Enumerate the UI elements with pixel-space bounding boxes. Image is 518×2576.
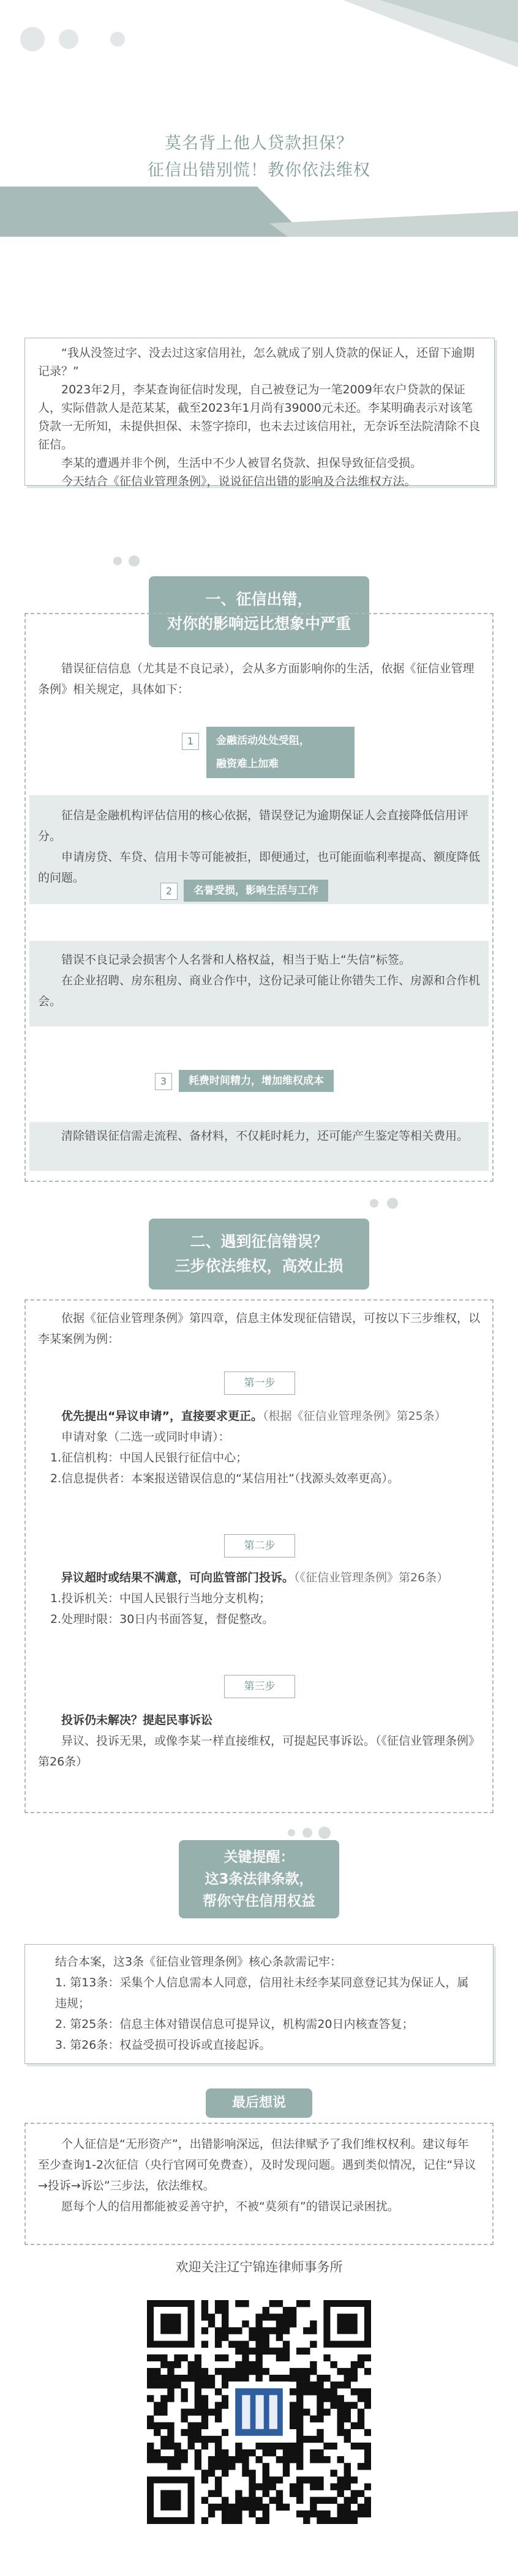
intro-case: 2023年2月，李某查询征信时发现，自己被登记为一笔2009年农户贷款的保证人，实际借款人是范某某，截至2023年1月尚有39000元未还。李某明确表示对该笔贷款一无所知，未提供担保、未签字捺印，也未去过该信用社，无奈诉至法院清除不良征信。 [38, 383, 481, 451]
step1-body [38, 1406, 480, 1489]
item3-text [38, 1126, 480, 1146]
step2-heading-ref: （《征信业管理条例》第26条） [294, 1571, 449, 1584]
step1-heading-ref: （根据《征信业管理条例》第25条） [262, 1409, 446, 1423]
item1-para2: 申请房贷、车贷、信用卡等可能被拒，即便通过，也可能面临利率提高、额度降低的问题。 [38, 850, 481, 885]
step2-heading-main: 异议超时或结果不满意，可向监管部门投诉。 [61, 1571, 295, 1584]
section3-banner-line3: 帮你守住信用权益 [203, 1893, 315, 1909]
item3-para1: 清除错误征信需走流程、备材料，不仅耗时耗力，还可能产生鉴定等相关费用。 [61, 1129, 469, 1143]
item1-number: 1 [182, 733, 199, 750]
section2-banner-line2: 三步依法维权，高效止损 [175, 1257, 343, 1275]
section1-banner-line1: 一、征信出错， [205, 590, 313, 608]
step2-option2: 2.处理时限：30日内书面答复，督促整改。 [50, 1613, 274, 1626]
decor-dot [113, 557, 122, 565]
section2-lead: 依据《征信业管理条例》第四章，信息主体发现征信错误，可按以下三步维权，以李某案例为例： [38, 1312, 481, 1346]
intro-purpose: 今天结合《征信业管理条例》，说说征信出错的影响及合法维权方法。 [61, 475, 416, 488]
step2-option1: 1.投诉机关：中国人民银行当地分支机构； [50, 1592, 271, 1605]
section3-clause2: 2. 第25条：信息主体对错误信息可提异议，机构需20日内核查答复； [55, 2017, 414, 2031]
step1-heading [38, 1406, 480, 1427]
section4-para2: 愿每个人的信用都能被妥善守护，不被“莫须有”的错误记录困扰。 [61, 2200, 399, 2213]
decor-dot [370, 1199, 378, 1208]
item1-heading-line2: 融资难上加难 [216, 758, 279, 770]
step1-option1: 1.征信机构：中国人民银行征信中心； [50, 1451, 248, 1464]
decor-dot [20, 27, 45, 51]
step3-para: 异议、投诉无果，或像李某一样直接维权，可提起民事诉讼。（《征信业管理条例》第26条） [38, 1734, 481, 1769]
step3-label: 第三步 [224, 1675, 295, 1698]
page-title-line2: 征信出错别慌！教你依法维权 [148, 161, 370, 180]
item2-para2: 在企业招聘、房东租房、商业合作中，这份记录可能让你错失工作、房源和合作机会。 [38, 974, 481, 1008]
intro-note: 李某的遭遇并非个例，生活中不少人被冒名贷款、担保导致征信受损。 [61, 456, 422, 470]
item1-heading [206, 727, 355, 778]
section3-text [38, 1951, 480, 2055]
item2-para1: 错误不良记录会损害个人名誉和人格权益，相当于贴上“失信”标签。 [61, 953, 411, 967]
decor-dot [302, 1828, 312, 1838]
decor-dot [129, 555, 140, 566]
intro-quote: “我从没签过字、没去过这家信用社，怎么就成了别人贷款的保证人，还留下逾期记录？” [38, 346, 475, 378]
decor-dot [288, 1829, 295, 1836]
section3-banner [179, 1840, 339, 1918]
section1-banner-line2: 对你的影响远比想象中严重 [167, 615, 351, 633]
decor-dot [318, 1827, 331, 1839]
step1-label: 第一步 [224, 1372, 295, 1395]
item3-number: 3 [155, 1073, 172, 1090]
section4-text [38, 2134, 480, 2217]
section2-banner-line1: 二、遇到征信错误？ [190, 1233, 328, 1250]
section3-banner-line1: 关键提醒： [223, 1849, 295, 1865]
item2-heading: 名誉受损，影响生活与工作 [184, 880, 328, 902]
step2-label: 第二步 [224, 1534, 295, 1557]
item1-heading-line1: 金融活动处处受阻， [216, 735, 310, 747]
step3-heading: 投诉仍未解决？提起民事诉讼 [61, 1713, 213, 1727]
section4-banner: 最后想说 [206, 2088, 312, 2118]
decor-dot [110, 32, 125, 46]
follow-text: 欢迎关注辽宁锦连律师事务所 [175, 2260, 343, 2274]
section3-banner-line2: 这3条法律条款， [205, 1871, 313, 1887]
section1-lead: 错误征信信息（尤其是不良记录），会从多方面影响你的生活，依据《征信业管理条例》相关规定，具体如下： [38, 662, 475, 696]
section3-clause3: 3. 第26条：权益受损可投诉或直接起诉。 [55, 2038, 271, 2052]
item3-heading: 耗费时间精力，增加维权成本 [179, 1070, 334, 1092]
step2-body [38, 1567, 480, 1630]
section3-lead: 结合本案，这3条《征信业管理条例》核心条款需记牢： [55, 1955, 342, 1969]
header-corner-decoration [343, 0, 518, 67]
item2-number: 2 [160, 883, 178, 900]
title-wave-decoration [0, 174, 518, 248]
intro-text [38, 344, 480, 491]
decor-dot [59, 29, 78, 49]
item1-para1: 征信是金融机构评估信用的核心依据，错误登记为逾期保证人会直接降低信用评分。 [38, 809, 469, 843]
section4-para1: 个人征信是“无形资产”，出错影响深远，但法律赋予了我们维权权利。建议每年至少查询1-2次征信（央行官网可免费查），及时发现问题。遇到类似情况，记住“异议→投诉→诉讼”三步法，依法维权。 [38, 2137, 476, 2192]
step1-option2: 2.信息提供者：本案报送错误信息的“某信用社”（找源头效率更高）。 [50, 1472, 399, 1485]
step2-heading [38, 1567, 480, 1588]
item2-text [38, 949, 480, 1012]
decor-dot [387, 1198, 398, 1209]
step3-body [38, 1710, 480, 1772]
item1-text [38, 805, 480, 888]
section3-clause1: 1. 第13条：采集个人信息需本人同意，信用社未经李某同意登记其为保证人，属违规； [55, 1976, 469, 2010]
step1-sub: 申请对象（二选一或同时申请）： [61, 1430, 230, 1444]
qr-code-icon[interactable] [147, 2300, 371, 2524]
step1-heading-main: 优先提出“异议申请”，直接要求更正。 [61, 1409, 263, 1423]
page-title-line1: 莫名背上他人贷款担保？ [165, 134, 353, 153]
section2-banner [149, 1219, 369, 1290]
